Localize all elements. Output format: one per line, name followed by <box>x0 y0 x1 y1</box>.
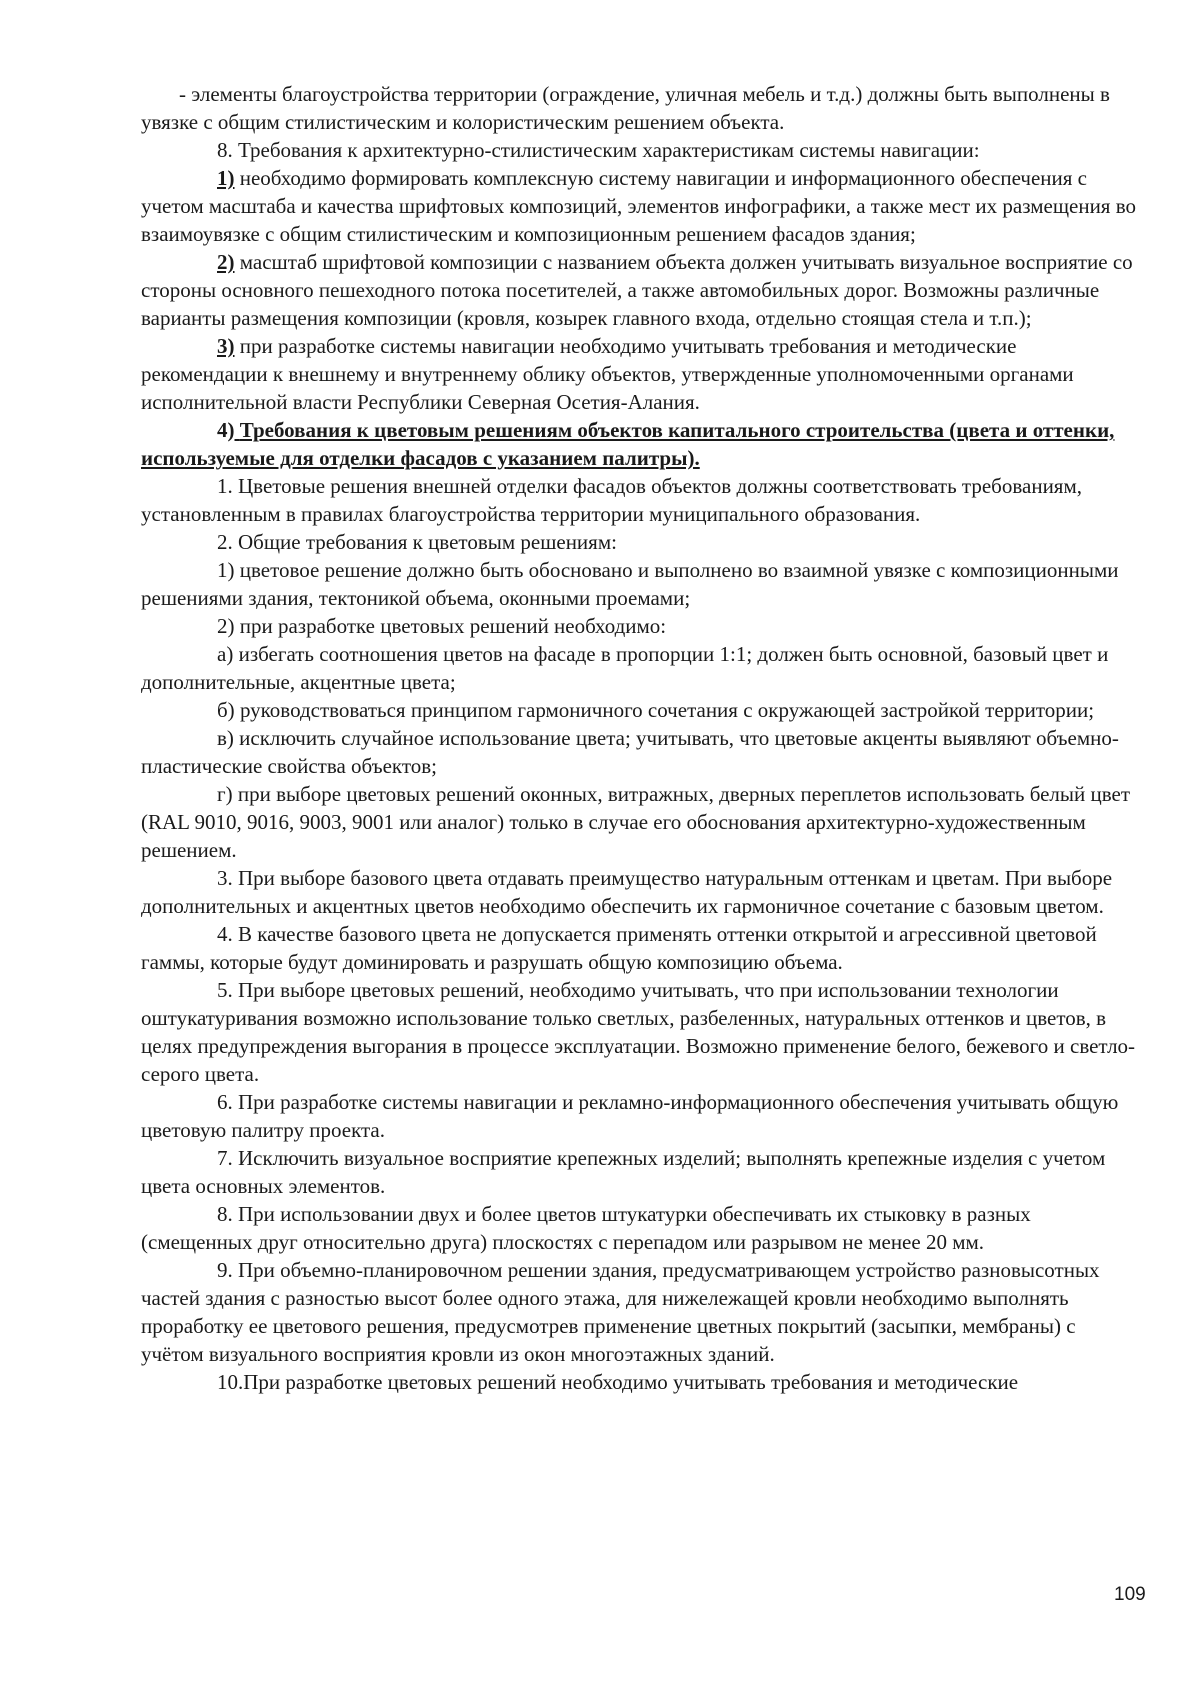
paragraph-color-3: 3. При выборе базового цвета отдавать преимущество натуральным оттенкам и цветам. При выборе дополнительных и акцентных цветов необходимо обеспечить их гармоничное сочетание с базовым цветом. <box>141 866 1113 918</box>
paragraph-color-2-2-a: а) избегать соотношения цветов на фасаде в пропорции 1:1; должен быть основной, базовый цвет и дополнительные, акцентные цвета; <box>141 642 1109 694</box>
document-page <box>141 80 1136 1396</box>
paragraph-nav-1: 1) необходимо формировать комплексную систему навигации и информационного обеспечения с учетом масштаба и качества шрифтовых композиций, элементов инфографики, а также мест их размещения во взаимоувязке с общим стилистическим и композиционным решением фасадов здания; <box>141 166 1136 246</box>
paragraph-improvement-elements: - элементы благоустройства территории (ограждение, уличная мебель и т.д.) должны быть выполнены в увязке с общим стилистическим и колористическим решением объекта. <box>141 82 1110 134</box>
paragraph-color-7: 7. Исключить визуальное восприятие крепежных изделий; выполнять крепежные изделия с учетом цвета основных элементов. <box>141 1146 1106 1198</box>
paragraph-color-2-2-b: б) руководствоваться принципом гармоничного сочетания с окружающей застройкой территории; <box>217 698 1095 722</box>
paragraph-nav-3: 3) при разработке системы навигации необходимо учитывать требования и методические рекомендации к внешнему и внутреннему облику объектов, утвержденные уполномоченными органами исполнительной власти Республики Северная Осетия-Алания. <box>141 334 1074 414</box>
paragraph-color-2-2-v: в) исключить случайное использование цвета; учитывать, что цветовые акценты выявляют объемно-пластические свойства объектов; <box>141 726 1119 778</box>
paragraph-color-4: 4. В качестве базового цвета не допускается применять оттенки открытой и агрессивной цветовой гаммы, которые будут доминировать и разрушать общую композицию объема. <box>141 922 1097 974</box>
paragraph-color-10: 10.При разработке цветовых решений необходимо учитывать требования и методические <box>217 1370 1019 1394</box>
paragraph-8-navigation: 8. Требования к архитектурно-стилистическим характеристикам системы навигации: <box>217 138 980 162</box>
paragraph-color-9: 9. При объемно-планировочном решении здания, предусматривающем устройство разновысотных частей здания с разностью высот более одного этажа, для нижележащей кровли необходимо выполнять проработку ее цветового решения, предусмотрев применение цветных покрытий (засыпки, мембраны) с учётом визуального восприятия кровли из окон многоэтажных зданий. <box>141 1258 1100 1366</box>
paragraph-color-2-1: 1) цветовое решение должно быть обосновано и выполнено во взаимной увязке с композиционными решениями здания, тектоникой объема, оконными проемами; <box>141 558 1119 610</box>
paragraph-color-5: 5. При выборе цветовых решений, необходимо учитывать, что при использовании технологии оштукатуривания возможно использование только светлых, разбеленных, натуральных оттенков и цветов, в целях предупреждения выгорания в процессе эксплуатации. Возможно применение белого, бежевого и светло-серого цвета. <box>141 978 1136 1086</box>
paragraph-color-2: 2. Общие требования к цветовым решениям: <box>217 530 617 554</box>
paragraph-color-8: 8. При использовании двух и более цветов штукатурки обеспечивать их стыковку в разных (смещенных друг относительно друга) плоскостях с перепадом или разрывом не менее 20 мм. <box>141 1202 1031 1254</box>
paragraph-color-1: 1. Цветовые решения внешней отделки фасадов объектов должны соответствовать требованиям, установленным в правилах благоустройства территории муниципального образования. <box>141 474 1082 526</box>
section-heading-color-requirements: 4) Требования к цветовым решениям объектов капитального строительства (цвета и оттенки, используемые для отделки фасадов с указанием палитры). <box>141 418 1115 470</box>
page-number: 109 <box>1114 1584 1146 1605</box>
paragraph-nav-2: 2) масштаб шрифтовой композиции с названием объекта должен учитывать визуальное восприятие со стороны основного пешеходного потока посетителей, а также автомобильных дорог. Возможны различные варианты размещения композиции (кровля, козырек главного входа, отдельно стоящая стела и т.п.); <box>141 250 1133 330</box>
paragraph-color-6: 6. При разработке системы навигации и рекламно-информационного обеспечения учитывать общую цветовую палитру проекта. <box>141 1090 1119 1142</box>
paragraph-color-2-2: 2) при разработке цветовых решений необходимо: <box>217 614 667 638</box>
paragraph-color-2-2-g: г) при выборе цветовых решений оконных, витражных, дверных переплетов использовать белый цвет (RAL 9010, 9016, 9003, 9001 или аналог) только в случае его обоснования архитектурно-художественным решением. <box>141 782 1131 862</box>
